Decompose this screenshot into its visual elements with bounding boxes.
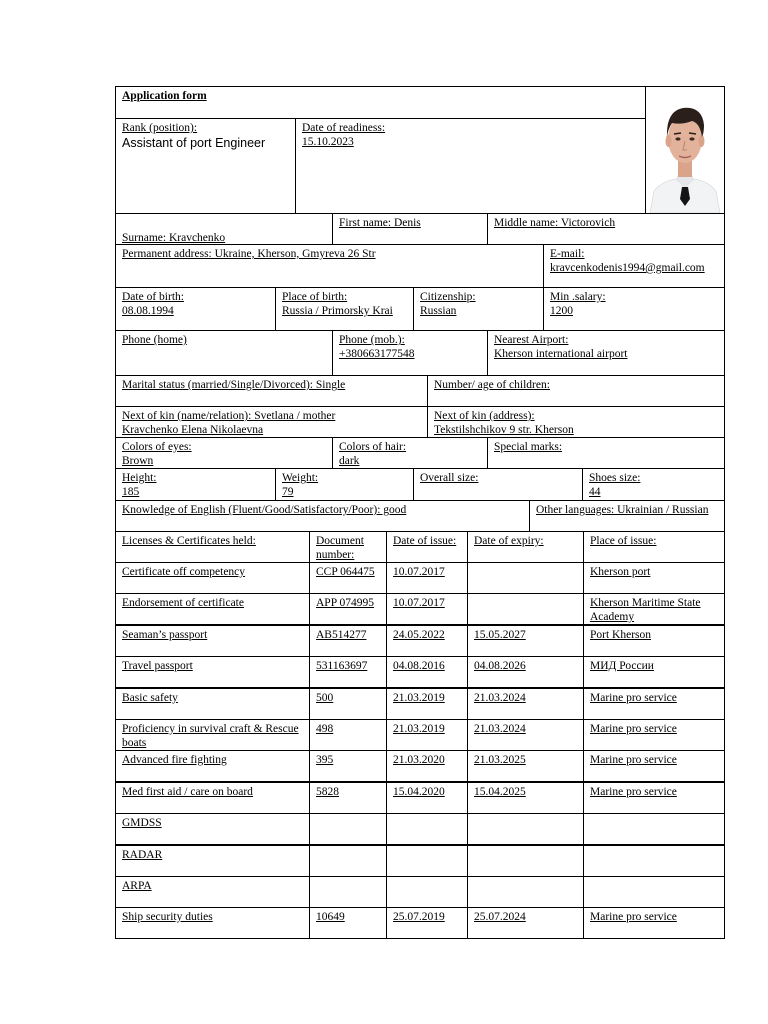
- cert-expiry-date: 25.07.2024: [474, 911, 526, 923]
- shoes-label: Shoes size:: [589, 472, 641, 484]
- cert-expiry-date: 04.08.2026: [474, 660, 526, 672]
- cert-name: Ship security duties: [122, 911, 213, 923]
- cert-number-cell: [309, 813, 387, 845]
- phone-home-cell: [115, 330, 333, 376]
- cert-issue-date-cell: [386, 562, 468, 594]
- cert-number: 500: [316, 692, 334, 704]
- cert-place-cell: [583, 719, 725, 751]
- cert-place-cell: [583, 625, 725, 657]
- dob-label: Date of birth:: [122, 291, 184, 303]
- cert-number-cell: [309, 876, 387, 908]
- middle-name-cell: [487, 213, 725, 245]
- form-title-cell: [115, 86, 646, 119]
- cert-place: Kherson Maritime State Academy: [590, 597, 701, 623]
- cert-place-cell: [583, 593, 725, 625]
- cert-place-cell: [583, 562, 725, 594]
- kin-address-label: Next of kin (address):: [434, 410, 535, 422]
- cert-name-cell: [115, 562, 310, 594]
- cert-issue-date-cell: [386, 625, 468, 657]
- applicant-photo: [645, 86, 725, 214]
- cert-name-cell: [115, 625, 310, 657]
- salary-cell: [543, 287, 725, 331]
- overall-size-label: Overall size:: [420, 472, 479, 484]
- cert-name-cell: [115, 656, 310, 688]
- cert-place: МИД России: [590, 660, 654, 672]
- hair-label: Colors of hair:: [339, 441, 407, 453]
- email-label: E-mail:: [550, 248, 585, 260]
- middle-name-text: Middle name: Victorovich: [494, 217, 616, 229]
- height-cell: [115, 468, 276, 501]
- cert-issue-date: 10.07.2017: [393, 566, 445, 578]
- cert-number: 5828: [316, 786, 339, 798]
- phone-mob-value: +380663177548: [339, 348, 415, 360]
- cert-number-cell: [309, 593, 387, 625]
- cert-place: Marine pro service: [590, 692, 677, 704]
- phone-home-label: Phone (home): [122, 334, 187, 346]
- cert-issue-date-cell: [386, 876, 468, 908]
- cert-number-cell: [309, 907, 387, 939]
- cert-place: Marine pro service: [590, 723, 677, 735]
- phone-mob-label: Phone (mob.):: [339, 334, 405, 346]
- cert-expiry-date-cell: [467, 845, 584, 877]
- cert-expiry-date-cell: [467, 625, 584, 657]
- cert-number-cell: [309, 782, 387, 814]
- kin-name-label: Next of kin (name/relation): Svetlana / mother: [122, 410, 336, 422]
- first-name-text: First name: Denis: [339, 217, 421, 229]
- airport-cell: [487, 330, 725, 376]
- salary-label: Min .salary:: [550, 291, 606, 303]
- children-text: Number/ age of children:: [434, 379, 550, 391]
- cert-place: Marine pro service: [590, 786, 677, 798]
- cert-expiry-date-cell: [467, 688, 584, 720]
- airport-value: Kherson international airport: [494, 348, 628, 360]
- children-cell: [427, 375, 725, 407]
- eyes-cell: [115, 437, 333, 469]
- shoes-cell: [582, 468, 725, 501]
- cert-number-cell: [309, 845, 387, 877]
- rank-label: Rank (position):: [122, 122, 198, 134]
- cert-number: CCP 064475: [316, 566, 375, 578]
- address-text: Permanent address: Ukraine, Kherson, Gmyreva 26 Str: [122, 248, 376, 260]
- cert-name-cell: [115, 782, 310, 814]
- cert-name-cell: [115, 907, 310, 939]
- rank-cell: [115, 118, 296, 214]
- cert-expiry-date-cell: [467, 562, 584, 594]
- cert-issue-date-cell: [386, 656, 468, 688]
- cert-number-cell: [309, 625, 387, 657]
- cert-expiry-date: 15.04.2025: [474, 786, 526, 798]
- cert-place: Marine pro service: [590, 911, 677, 923]
- cert-issue-date-cell: [386, 750, 468, 782]
- cert-place: Marine pro service: [590, 754, 677, 766]
- dob-cell: [115, 287, 276, 331]
- cert-name: Seaman’s passport: [122, 629, 208, 641]
- cert-expiry-date-cell: [467, 719, 584, 751]
- eyes-label: Colors of eyes:: [122, 441, 192, 453]
- cert-number-cell: [309, 562, 387, 594]
- cert-issue-date: 10.07.2017: [393, 597, 445, 609]
- cert-name: Endorsement of certificate: [122, 597, 244, 609]
- hair-cell: [332, 437, 488, 469]
- other-languages-cell: [529, 500, 725, 532]
- cert-header-label: Document number:: [316, 535, 364, 561]
- cert-place-cell: [583, 782, 725, 814]
- surname-cell: [115, 213, 333, 245]
- english-text: Knowledge of English (Fluent/Good/Satisfactory/Poor): good: [122, 504, 407, 516]
- airport-label: Nearest Airport:: [494, 334, 569, 346]
- cert-name-cell: [115, 750, 310, 782]
- cert-issue-date: 24.05.2022: [393, 629, 445, 641]
- cert-number-cell: [309, 750, 387, 782]
- pob-value: Russia / Primorsky Krai: [282, 305, 393, 317]
- cert-name: RADAR: [122, 849, 163, 861]
- application-form: [115, 86, 725, 941]
- cert-number-cell: [309, 719, 387, 751]
- cert-issue-date-cell: [386, 782, 468, 814]
- pob-label: Place of birth:: [282, 291, 348, 303]
- cert-issue-date: 21.03.2019: [393, 692, 445, 704]
- eyes-value: Brown: [122, 455, 154, 467]
- kin-address-cell: [427, 406, 725, 438]
- cert-name: Basic safety: [122, 692, 178, 704]
- email-cell: [543, 244, 725, 288]
- cert-header-name: [115, 531, 310, 563]
- phone-mob-cell: [332, 330, 488, 376]
- cert-issue-date-cell: [386, 719, 468, 751]
- cert-place-cell: [583, 845, 725, 877]
- cert-expiry-date-cell: [467, 656, 584, 688]
- cert-name-cell: [115, 593, 310, 625]
- cert-expiry-date: 21.03.2024: [474, 723, 526, 735]
- cert-number: 395: [316, 754, 334, 766]
- cert-name: ARPA: [122, 880, 152, 892]
- cert-number: 531163697: [316, 660, 368, 672]
- cert-place-cell: [583, 907, 725, 939]
- marital-text: Marital status (married/Single/Divorced): Single: [122, 379, 346, 391]
- cert-issue-date-cell: [386, 593, 468, 625]
- weight-cell: [275, 468, 414, 501]
- marks-cell: [487, 437, 725, 469]
- cert-expiry-date-cell: [467, 782, 584, 814]
- cert-place-cell: [583, 876, 725, 908]
- readiness-cell: [295, 118, 646, 214]
- kin-name-cell: [115, 406, 428, 438]
- cert-issue-date: 04.08.2016: [393, 660, 445, 672]
- kin-address-value: Tekstilshchikov 9 str. Kherson: [434, 424, 574, 436]
- cert-place-cell: [583, 813, 725, 845]
- dob-value: 08.08.1994: [122, 305, 174, 317]
- address-cell: [115, 244, 544, 288]
- cert-number: 10649: [316, 911, 345, 923]
- cert-header-expiry: [467, 531, 584, 563]
- surname-text: Surname: Kravchenko: [122, 232, 226, 244]
- cert-name: Advanced fire fighting: [122, 754, 227, 766]
- pob-cell: [275, 287, 414, 331]
- first-name-cell: [332, 213, 488, 245]
- other-languages-text: Other languages: Ukrainian / Russian: [536, 504, 709, 516]
- cert-expiry-date-cell: [467, 813, 584, 845]
- cert-name-cell: [115, 845, 310, 877]
- cert-name-cell: [115, 719, 310, 751]
- weight-value: 79: [282, 486, 294, 498]
- cert-name: GMDSS: [122, 817, 162, 829]
- height-value: 185: [122, 486, 140, 498]
- cert-expiry-date-cell: [467, 876, 584, 908]
- cert-header-label: Date of expiry:: [474, 535, 544, 547]
- cert-name: Certificate off competency: [122, 566, 246, 578]
- cert-header-number: [309, 531, 387, 563]
- cert-issue-date: 21.03.2020: [393, 754, 445, 766]
- cert-expiry-date: 21.03.2024: [474, 692, 526, 704]
- cert-expiry-date-cell: [467, 593, 584, 625]
- email-value: kravcenkodenis1994@gmail.com: [550, 262, 705, 274]
- shoes-value: 44: [589, 486, 601, 498]
- hair-value: dark: [339, 455, 360, 467]
- cert-place-cell: [583, 688, 725, 720]
- cert-expiry-date-cell: [467, 907, 584, 939]
- readiness-label: Date of readiness:: [302, 122, 386, 134]
- cert-issue-date: 15.04.2020: [393, 786, 445, 798]
- form-title: Application form: [122, 90, 207, 102]
- cert-expiry-date: 21.03.2025: [474, 754, 526, 766]
- cert-number-cell: [309, 688, 387, 720]
- cert-place: Port Kherson: [590, 629, 652, 641]
- cert-header-label: Date of issue:: [393, 535, 457, 547]
- applicant-photo-image: [646, 87, 724, 213]
- cert-header-issue: [386, 531, 468, 563]
- cert-place-cell: [583, 750, 725, 782]
- english-cell: [115, 500, 530, 532]
- cert-header-label: Licenses & Certificates held:: [122, 535, 256, 547]
- cert-header-place: [583, 531, 725, 563]
- cert-number: APP 074995: [316, 597, 375, 609]
- weight-label: Weight:: [282, 472, 319, 484]
- rank-value: Assistant of port Engineer: [122, 136, 266, 150]
- marital-cell: [115, 375, 428, 407]
- cert-issue-date-cell: [386, 813, 468, 845]
- cert-expiry-date: 15.05.2027: [474, 629, 526, 641]
- cert-issue-date-cell: [386, 688, 468, 720]
- cert-name-cell: [115, 813, 310, 845]
- cert-number-cell: [309, 656, 387, 688]
- citizenship-label: Citizenship:: [420, 291, 476, 303]
- citizenship-cell: [413, 287, 544, 331]
- cert-expiry-date-cell: [467, 750, 584, 782]
- cert-issue-date: 21.03.2019: [393, 723, 445, 735]
- kin-name-value: Kravchenko Elena Nikolaevna: [122, 424, 264, 436]
- readiness-value: 15.10.2023: [302, 136, 354, 148]
- cert-issue-date-cell: [386, 845, 468, 877]
- cert-name: Travel passport: [122, 660, 193, 672]
- cert-number: 498: [316, 723, 334, 735]
- salary-value: 1200: [550, 305, 573, 317]
- overall-size-cell: [413, 468, 583, 501]
- cert-name-cell: [115, 876, 310, 908]
- cert-name-cell: [115, 688, 310, 720]
- citizenship-value: Russian: [420, 305, 457, 317]
- cert-place-cell: [583, 656, 725, 688]
- cert-header-label: Place of issue:: [590, 535, 657, 547]
- marks-label: Special marks:: [494, 441, 563, 453]
- cert-place: Kherson port: [590, 566, 651, 578]
- cert-number: AB514277: [316, 629, 367, 641]
- height-label: Height:: [122, 472, 157, 484]
- cert-name: Med first aid / care on board: [122, 786, 253, 798]
- cert-issue-date-cell: [386, 907, 468, 939]
- cert-issue-date: 25.07.2019: [393, 911, 445, 923]
- cert-name: Proficiency in survival craft & Rescue boats: [122, 723, 299, 749]
